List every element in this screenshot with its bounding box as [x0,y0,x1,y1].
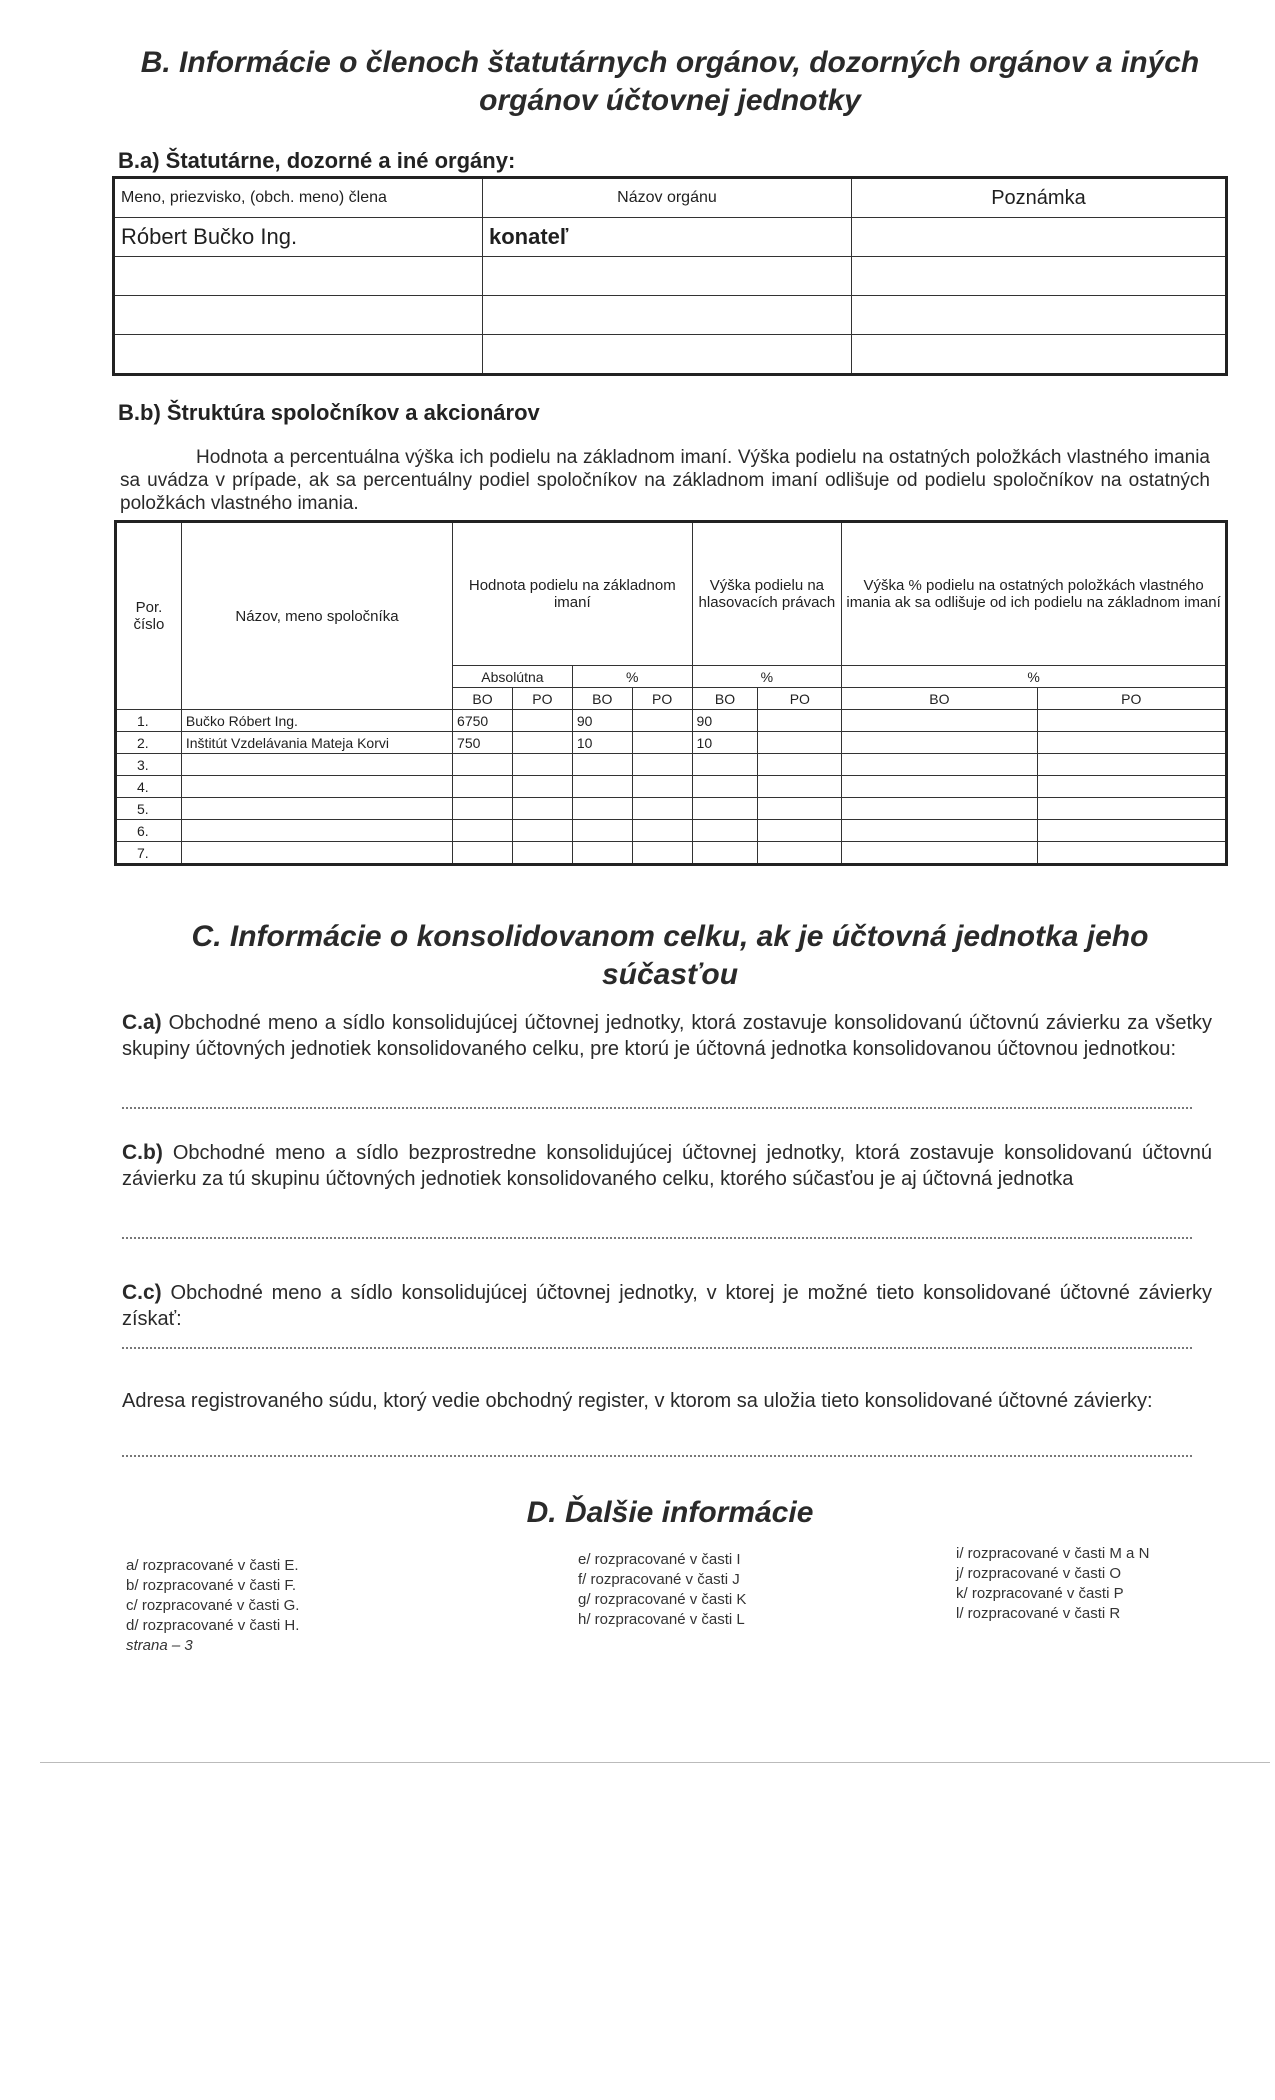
shareholder-cell [842,842,1037,865]
shareholder-cell-vote-bo [692,820,758,842]
shareholder-cell-pct-bo [572,820,632,842]
organs-header-name: Meno, priezvisko, (obch. meno) člena [114,178,483,218]
shareholder-cell-n: 4. [116,776,182,798]
shareholder-cell [512,776,572,798]
shareholder-cell-n: 3. [116,754,182,776]
header-vote: Výška podielu na hlasovacích právach [692,522,842,666]
table-row [116,710,1227,732]
shareholder-cell [758,710,842,732]
shareholder-cell [512,710,572,732]
shareholder-cell [758,820,842,842]
shareholder-cell [512,732,572,754]
organs-cell [482,257,851,296]
shareholder-cell-name [181,820,452,842]
shareholder-rows [116,710,1227,865]
section-ba-label: B.a) Štatutárne, dozorné a iné orgány: [118,148,516,173]
section-cb-prefix: C.b) [122,1141,163,1164]
subheader-vote-pct: % [692,666,842,688]
note-item: b/ rozpracované v časti F. [126,1577,297,1594]
header-other: Výška % podielu na ostatných položkách vlastného imania ak sa odlišuje od ich podielu na základnom imaní [842,522,1227,666]
organs-cell [114,296,483,335]
shareholder-cell-pct-bo [572,798,632,820]
section-cb [122,1140,1212,1192]
section-d-col1 [126,1556,299,1656]
shareholder-cell [758,754,842,776]
shareholder-cell-name [181,842,452,865]
note-item: j/ rozpracované v časti O [956,1565,1122,1582]
section-cd-fill-line [122,1454,1192,1457]
shareholder-cell-n: 5. [116,798,182,820]
shareholder-cell-abs-bo [453,776,513,798]
subheader-absolute: Absolútna [453,666,573,688]
section-ca [122,1010,1212,1062]
organs-cell [851,296,1226,335]
shareholders-table [114,520,1228,866]
shareholder-cell-vote-bo [692,754,758,776]
shareholder-cell [632,820,692,842]
shareholder-cell-name: Bučko Róbert Ing. [181,710,452,732]
section-c-title-line2: súčasťou [601,958,739,991]
organs-cell [482,335,851,375]
shareholder-cell [842,776,1037,798]
organs-table [112,176,1228,376]
shareholder-cell [1037,798,1226,820]
shareholder-cell [1037,754,1226,776]
section-ca-text: Obchodné meno a sídlo konsolidujúcej účtovnej jednotky, ktorá zostavuje konsolidovanú účtovnú závierku za všetky skupiny účtovných jednotiek konsolidovaného celku, pre ktorú je účtovná jednotka konsolidovanou účtovnou jednotkou: [122,1012,1212,1060]
table-row [116,732,1227,754]
section-cc [122,1280,1212,1332]
note-item: h/ rozpracované v časti L [578,1611,745,1628]
table-row [116,798,1227,820]
shareholder-cell [512,798,572,820]
shareholder-cell [842,820,1037,842]
col-po: PO [758,688,842,710]
shareholder-cell [758,842,842,865]
col-bo: BO [842,688,1037,710]
note-item: d/ rozpracované v časti H. [126,1617,300,1634]
section-b-title-line1: B. Informácie o členoch štatutárnych orgánov, dozorných orgánov a iných [140,46,1200,79]
note-item: e/ rozpracované v časti I [578,1551,741,1568]
section-cb-fill-line [122,1236,1192,1239]
shareholder-cell-pct-bo: 90 [572,710,632,732]
shareholder-cell [632,776,692,798]
col-bo: BO [572,688,632,710]
shareholder-cell [632,710,692,732]
shareholder-cell-vote-bo: 10 [692,732,758,754]
note-item: l/ rozpracované v časti R [956,1605,1121,1622]
col-po: PO [632,688,692,710]
header-value: Hodnota podielu na základnom imaní [453,522,692,666]
note-item: f/ rozpracované v časti J [578,1571,740,1588]
shareholder-cell [632,798,692,820]
table-row [116,754,1227,776]
shareholder-cell-abs-bo [453,798,513,820]
shareholder-cell-n: 2. [116,732,182,754]
organs-cell [851,335,1226,375]
table-row [116,776,1227,798]
subheader-other-pct: % [842,666,1227,688]
organs-cell [851,218,1226,257]
header-por: Por. číslo [116,522,182,710]
section-bb-label: B.b) Štruktúra spoločníkov a akcionárov [118,400,540,425]
table-row [116,842,1227,865]
shareholder-cell-abs-bo: 6750 [453,710,513,732]
note-item: i/ rozpracované v časti M a N [956,1545,1150,1562]
section-cc-fill-line [122,1346,1192,1349]
shareholder-cell [842,754,1037,776]
shareholder-cell [758,732,842,754]
col-bo: BO [692,688,758,710]
shareholder-cell-name: Inštitút Vzdelávania Mateja Korvi [181,732,452,754]
shareholder-cell [632,754,692,776]
shareholder-cell [512,820,572,842]
shareholder-cell [1037,710,1226,732]
shareholder-cell-abs-bo [453,820,513,842]
shareholder-cell-abs-bo: 750 [453,732,513,754]
shareholder-cell-vote-bo [692,842,758,865]
shareholder-cell [512,842,572,865]
shareholder-cell-abs-bo [453,754,513,776]
organs-cell: Róbert Bučko Ing. [114,218,483,257]
section-d-col2 [578,1550,746,1630]
shareholder-cell [1037,732,1226,754]
shareholder-cell-abs-bo [453,842,513,865]
shareholder-cell-n: 1. [116,710,182,732]
organs-header-organ: Názov orgánu [482,178,851,218]
col-po: PO [1037,688,1226,710]
shareholder-cell [1037,820,1226,842]
shareholder-cell-name [181,776,452,798]
shareholder-cell-pct-bo: 10 [572,732,632,754]
section-cb-text: Obchodné meno a sídlo bezprostredne konsolidujúcej účtovnej jednotky, ktorá zostavuje konsolidovanú účtovnú závierku za tú skupinu účtovných jednotiek konsolidovaného celku, ktorého súčasťou je aj účtovná jednotka [122,1142,1213,1190]
organs-cell [114,335,483,375]
section-d-title: D. Ďalšie informácie [526,1496,814,1529]
page-number: strana – 3 [126,1637,193,1654]
note-item: g/ rozpracované v časti K [578,1591,747,1608]
shareholder-cell [842,798,1037,820]
section-cc-prefix: C.c) [122,1281,162,1304]
shareholder-cell [842,732,1037,754]
section-ca-fill-line [122,1106,1192,1109]
shareholder-cell-vote-bo: 90 [692,710,758,732]
shareholder-cell-name [181,754,452,776]
organs-cell [851,257,1226,296]
shareholder-cell [758,798,842,820]
section-b-title-line2: orgánov účtovnej jednotky [479,84,861,117]
header-name: Názov, meno spoločníka [181,522,452,710]
col-po: PO [512,688,572,710]
note-item: c/ rozpracované v časti G. [126,1597,300,1614]
section-c-title-line1: C. Informácie o konsolidovanom celku, ak je účtovná jednotka jeho [191,920,1149,953]
section-ca-prefix: C.a) [122,1011,162,1034]
shareholder-cell-vote-bo [692,776,758,798]
col-bo: BO [453,688,513,710]
shareholder-cell [1037,776,1226,798]
organs-header-note: Poznámka [851,178,1226,218]
note-item: k/ rozpracované v časti P [956,1585,1124,1602]
shareholder-cell [632,732,692,754]
section-d-col3 [956,1544,1149,1624]
page-bottom-rule [40,1762,1270,1763]
section-bb-text: Hodnota a percentuálna výška ich podielu na základnom imaní. Výška podielu na ostatných položkách vlastného imania sa uvádza v prípade, ak sa percentuálny podiel spoločníkov na základnom imaní odlišuje od podielu spoločníkov na ostatných položkách vlastného imania. [120,447,1210,514]
section-cd-text: Adresa registrovaného súdu, ktorý vedie obchodný register, v ktorom sa uložia tieto konsolidované účtovné závierky: [122,1390,1153,1412]
shareholder-cell [512,754,572,776]
shareholder-cell-name [181,798,452,820]
shareholder-cell-pct-bo [572,754,632,776]
organs-cell [482,296,851,335]
organs-cell: konateľ [482,218,851,257]
shareholder-cell [632,842,692,865]
shareholder-cell [1037,842,1226,865]
subheader-pct: % [572,666,692,688]
section-c-title [100,918,1240,994]
organs-cell [114,257,483,296]
shareholder-cell-pct-bo [572,776,632,798]
table-row [116,820,1227,842]
shareholder-cell-n: 7. [116,842,182,865]
shareholder-cell-pct-bo [572,842,632,865]
note-item: a/ rozpracované v časti E. [126,1557,299,1574]
shareholder-cell [842,710,1037,732]
shareholder-cell-n: 6. [116,820,182,842]
section-b-title [100,44,1240,120]
section-cc-text: Obchodné meno a sídlo konsolidujúcej účtovnej jednotky, v ktorej je možné tieto konsolidované účtovné závierky získať: [122,1282,1212,1330]
shareholder-cell-vote-bo [692,798,758,820]
shareholder-cell [758,776,842,798]
